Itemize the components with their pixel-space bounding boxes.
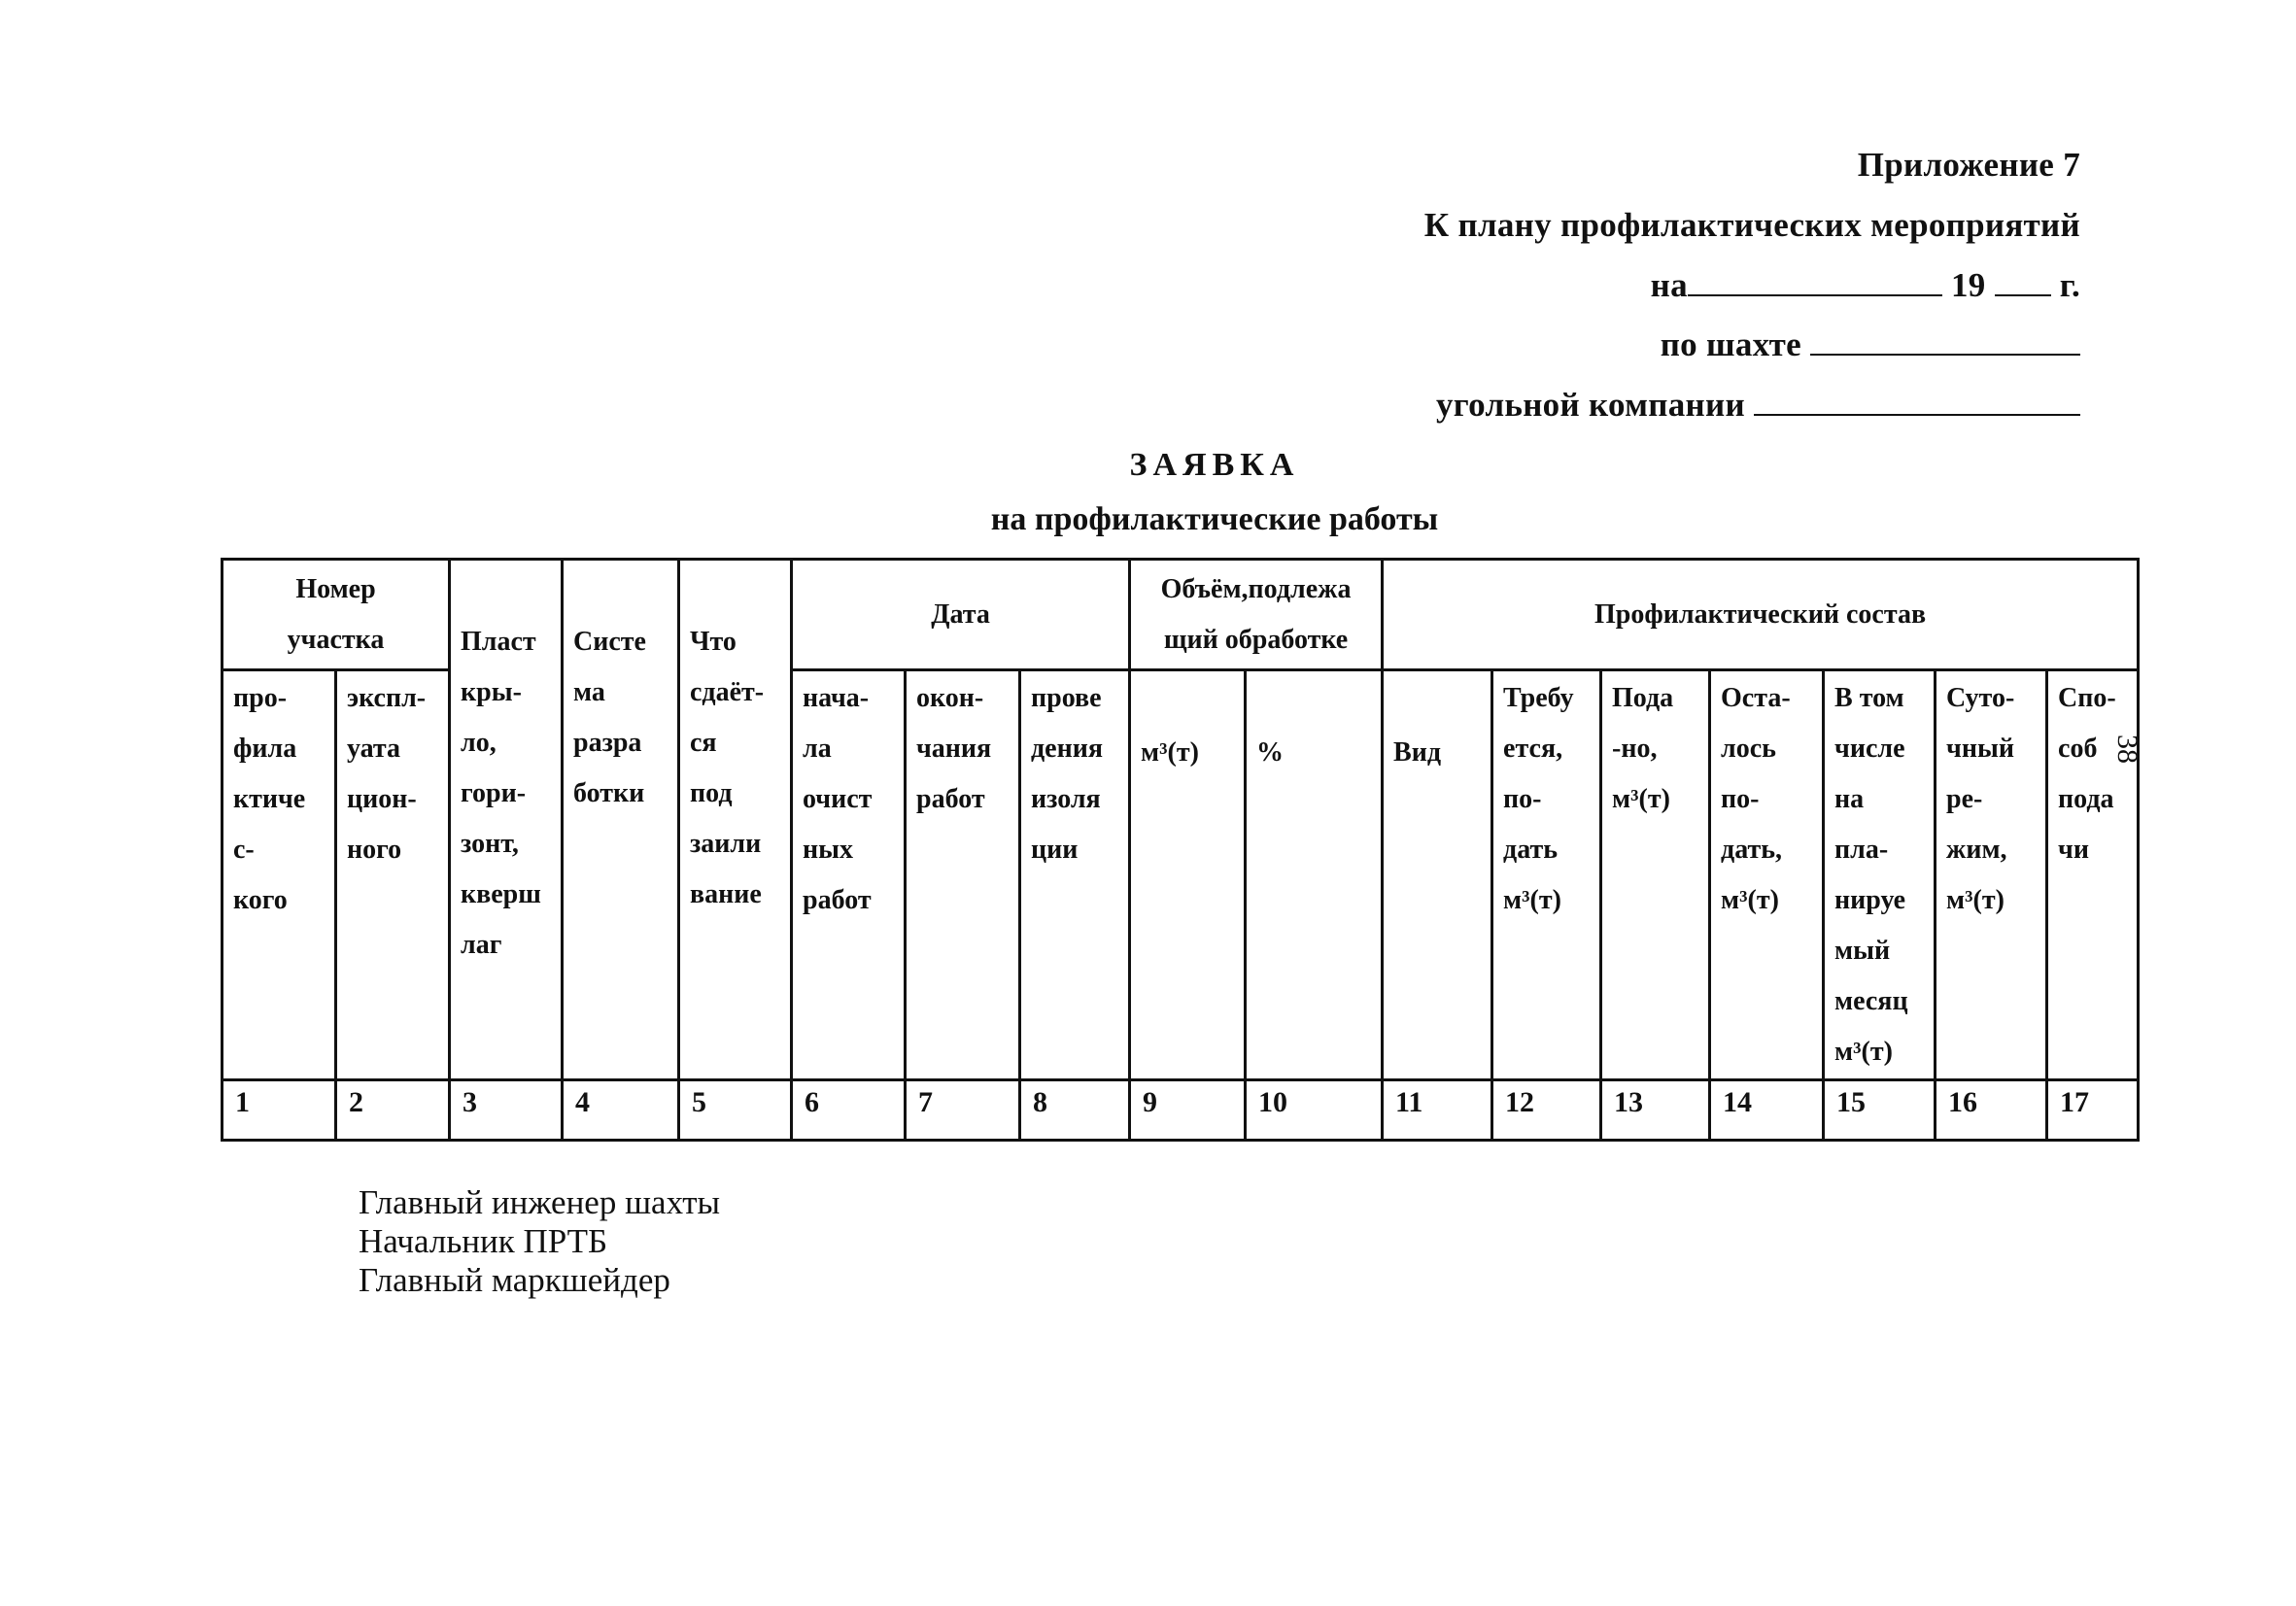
column-header-8: прове дения изоля ции — [1020, 670, 1130, 1080]
column-header-11: Вид — [1383, 670, 1492, 1080]
column-number: 15 — [1824, 1080, 1936, 1141]
column-number: 2 — [336, 1080, 450, 1141]
group-header-row — [223, 560, 2139, 670]
year-line — [1651, 266, 2080, 305]
column-header-9: м³(т) — [1130, 670, 1246, 1080]
column-header-13: Пода -но, м³(т) — [1601, 670, 1710, 1080]
document-title: ЗАЯВКА — [1129, 447, 1300, 483]
volume-label: Объём,подлежа щий обработке — [1160, 573, 1352, 655]
column-header-15: В том числе на пла- нируе мый месяц м³(т) — [1824, 670, 1936, 1080]
column-header-7: окон- чания работ — [906, 670, 1020, 1080]
blank-field — [1688, 267, 1942, 296]
column-header-10: % — [1246, 670, 1383, 1080]
column-header-1: про- фила ктиче с- кого — [223, 670, 336, 1080]
column-number: 4 — [563, 1080, 679, 1141]
group-header-date: Дата — [792, 560, 1130, 670]
column-number: 13 — [1601, 1080, 1710, 1141]
appendix-label: Приложение 7 — [1857, 146, 2080, 184]
blank-field — [1810, 326, 2080, 356]
year-prefix: на — [1650, 266, 1688, 304]
signature-chief-surveyor: Главный маркшейдер — [359, 1261, 670, 1299]
mine-line — [1661, 325, 2080, 364]
column-number: 12 — [1492, 1080, 1601, 1141]
column-header-14: Оста- лось по- дать, м³(т) — [1710, 670, 1824, 1080]
column-header-12: Требу ется, по- дать м³(т) — [1492, 670, 1601, 1080]
column-number: 16 — [1936, 1080, 2047, 1141]
column-number: 9 — [1130, 1080, 1246, 1141]
column-number: 14 — [1710, 1080, 1824, 1141]
column-header-16: Суто- чный ре- жим, м³(т) — [1936, 670, 2047, 1080]
group-header-volume — [1130, 560, 1383, 670]
plan-reference: К плану профилактических мероприятий — [1423, 206, 2080, 244]
group-header-composition: Профилактический состав — [1383, 560, 2139, 670]
column-header-4: Систе ма разра ботки — [563, 560, 679, 1080]
mine-label: по шахте — [1660, 325, 1801, 363]
year-suffix: г. — [2059, 266, 2080, 304]
blank-field — [1995, 267, 2051, 296]
signature-chief-engineer: Главный инженер шахты — [359, 1183, 721, 1221]
column-header-6: нача- ла очист ных работ — [792, 670, 906, 1080]
column-number: 10 — [1246, 1080, 1383, 1141]
column-header-17: Спо- соб пода чи — [2047, 670, 2139, 1080]
column-number: 7 — [906, 1080, 1020, 1141]
year-middle: 19 — [1950, 266, 1986, 304]
page-number-mark: 38 — [2111, 735, 2143, 764]
company-label: угольной компании — [1436, 386, 1745, 424]
request-table — [221, 558, 2140, 1142]
section-number-label: Номер участка — [287, 573, 385, 655]
column-number: 5 — [679, 1080, 792, 1141]
column-number: 1 — [223, 1080, 336, 1141]
document-subtitle: на профилактические работы — [990, 501, 1439, 537]
column-number-row — [223, 1080, 2139, 1141]
column-number: 17 — [2047, 1080, 2139, 1141]
company-line — [1436, 386, 2080, 425]
column-header-3: Пласт кры- ло, гори- зонт, кверш лаг — [450, 560, 563, 1080]
column-number: 6 — [792, 1080, 906, 1141]
column-header-5: Что сдаёт- ся под заили вание — [679, 560, 792, 1080]
group-header-section-number — [223, 560, 450, 670]
column-number: 11 — [1383, 1080, 1492, 1141]
column-number: 8 — [1020, 1080, 1130, 1141]
column-number: 3 — [450, 1080, 563, 1141]
signature-prtb-head: Начальник ПРТБ — [359, 1222, 608, 1260]
blank-field — [1754, 387, 2080, 416]
column-header-2: экспл- уата цион- ного — [336, 670, 450, 1080]
